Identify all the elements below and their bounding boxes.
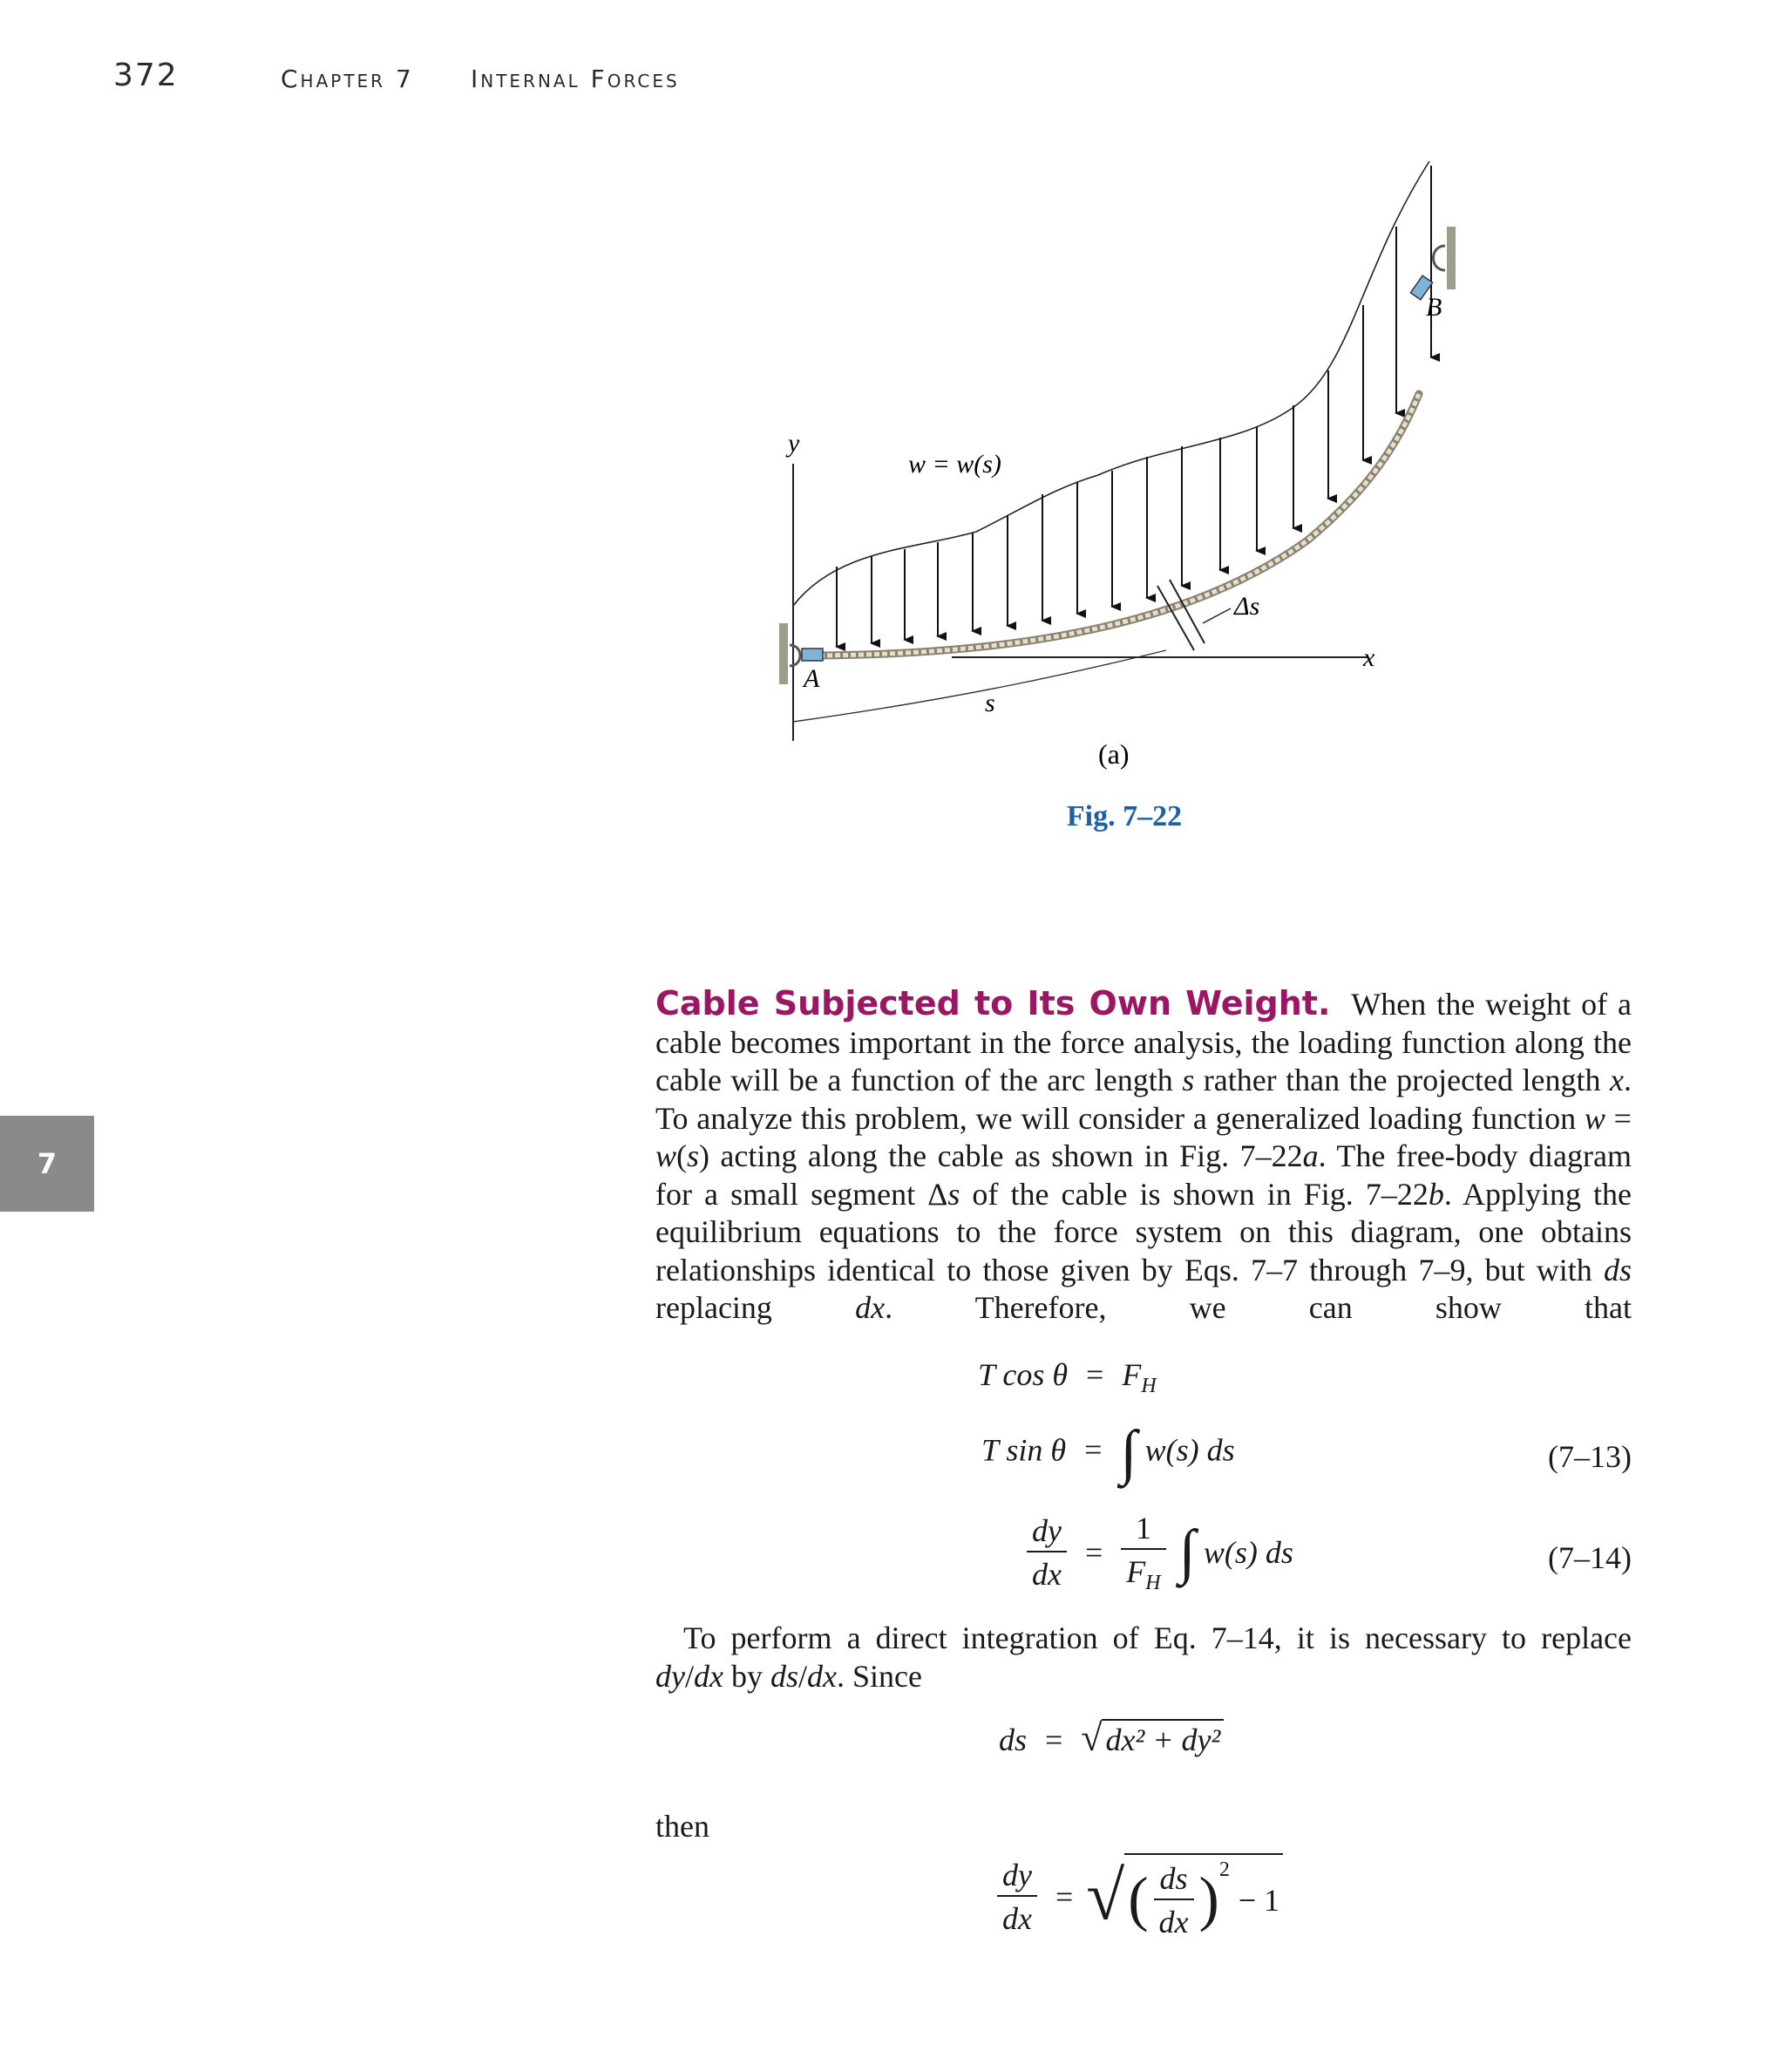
s-dimension-arc <box>793 650 1166 722</box>
equation-number-7-14: (7–14) <box>1548 1540 1632 1575</box>
eq3-right: w(s) ds <box>1203 1535 1293 1571</box>
paragraph-2-line-1: To perform a direct integration of Eq. 7–14, it is necessary to replace <box>683 1620 1632 1655</box>
eq3-equals: = <box>1084 1535 1103 1571</box>
figure-caption: Fig. 7–22 <box>1066 800 1183 832</box>
sqrt-icon: √ <box>1081 1716 1103 1759</box>
a-label: A <box>804 664 820 693</box>
s-label: s <box>985 689 995 717</box>
section-heading: Cable Subjected to Its Own Weight. <box>655 984 1331 1022</box>
chapter-side-tab-label: 7 <box>37 1147 58 1180</box>
section-paragraph <box>655 985 1632 1328</box>
segment-mark <box>1157 586 1194 650</box>
left-paren-icon: ( <box>1128 1865 1149 1933</box>
chapter-label: Chapter 7 <box>281 65 414 93</box>
eq1-subscript: H <box>1141 1375 1157 1398</box>
eq4-left: ds <box>999 1722 1028 1757</box>
eq3-derivative <box>1027 1512 1067 1593</box>
chapter-title: Internal Forces <box>471 65 680 93</box>
load-arrows <box>837 166 1431 647</box>
x-label: x <box>1363 643 1375 672</box>
sqrt-icon: √ <box>1086 1858 1125 1935</box>
eq5-radicand <box>1124 1853 1283 1940</box>
eq1-equals: = <box>1086 1357 1104 1392</box>
equation-5 <box>992 1853 1283 1940</box>
eq5-inner-denominator: dx <box>1158 1904 1189 1940</box>
eq3-subscript: H <box>1145 1572 1161 1595</box>
eq1-right: F <box>1122 1357 1142 1392</box>
paragraph-2 <box>655 1620 1632 1695</box>
equation-number-7-13: (7–13) <box>1548 1439 1632 1474</box>
b-label: B <box>1426 293 1442 322</box>
then-word: then <box>655 1809 709 1844</box>
equation-3 <box>1021 1510 1293 1595</box>
eq2-equals: = <box>1084 1432 1103 1468</box>
eq3-one: 1 <box>1121 1510 1165 1550</box>
paragraph-2-line-2: dy/dx by ds/dx. Since <box>655 1658 922 1694</box>
integral-sign: ∫ <box>1120 1419 1137 1486</box>
integral-sign: ∫ <box>1178 1518 1196 1586</box>
eq3-numerator: dy <box>1027 1512 1067 1552</box>
delta-s-label: Δs <box>1234 592 1260 621</box>
page-number: 372 <box>113 58 179 93</box>
eq5-inner-fraction <box>1154 1860 1194 1940</box>
eq3-f: F <box>1126 1554 1146 1589</box>
eq4-radicand: dx² + dy² <box>1102 1719 1224 1757</box>
eq1-left: T cos θ <box>978 1357 1069 1392</box>
eq5-derivative <box>997 1857 1037 1937</box>
equation-2 <box>981 1419 1235 1486</box>
eq5-minus-one: − 1 <box>1238 1882 1280 1918</box>
eq2-left: T sin θ <box>981 1432 1067 1468</box>
equation-1 <box>978 1356 1157 1398</box>
eq5-equals: = <box>1055 1878 1074 1914</box>
support-b <box>1410 227 1456 300</box>
right-paren-icon: ) <box>1198 1865 1219 1933</box>
segment-mark <box>1170 580 1205 643</box>
eq5-numerator: dy <box>997 1857 1037 1897</box>
eq4-equals: = <box>1045 1722 1063 1757</box>
eq3-coefficient <box>1121 1510 1165 1595</box>
section-body: When the weight of a cable becomes important in the force analysis, the loading function along the cable will be a function of the arc length s rather than the projected length x. To analyze this problem, we will consider a generalized loading function w = w(s) acting along the cable as shown in Fig. 7–22a. The free-body diagram for a small segment Δs of the cable is shown in Fig. 7–22b. Applying the equilibrium equations to the force system on this diagram, one obtains relationships identical to those given by Eqs. 7–7 through 7–9, but with ds replacing dx. Therefore, we can show that <box>655 987 1632 1325</box>
eq5-power: 2 <box>1218 1858 1230 1881</box>
eq3-denominator: dx <box>1032 1557 1062 1593</box>
delta-s-leader <box>1203 608 1231 623</box>
eq5-denominator: dx <box>1002 1900 1032 1936</box>
chapter-side-tab <box>0 1116 94 1212</box>
w-label: w = w(s) <box>908 450 1001 479</box>
cable-figure <box>750 139 1464 785</box>
equation-4 <box>999 1715 1224 1760</box>
panel-label: (a) <box>1098 738 1130 770</box>
eq2-right: w(s) ds <box>1144 1432 1235 1468</box>
eq5-inner-numerator: ds <box>1154 1860 1194 1900</box>
y-label: y <box>788 429 800 458</box>
